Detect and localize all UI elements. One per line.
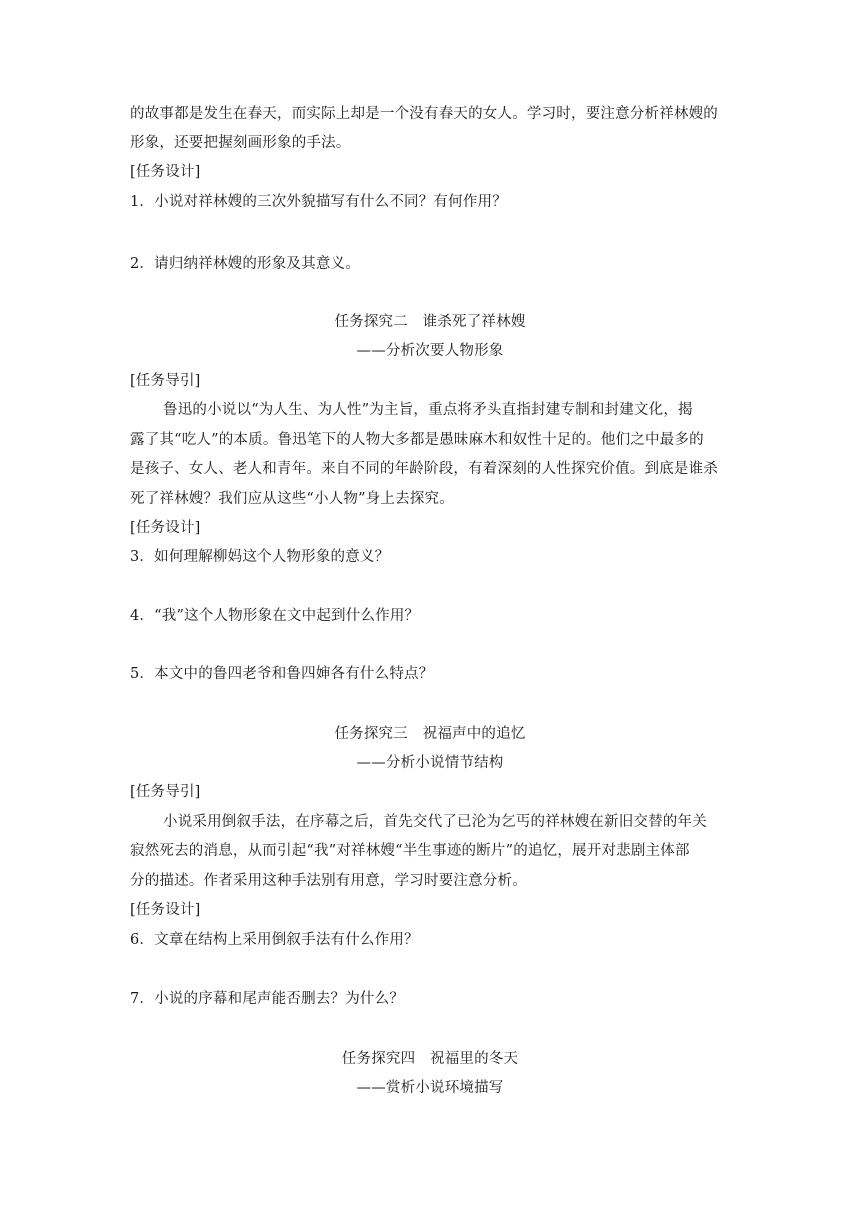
guide-paragraph-line: 寂然死去的消息，从而引起“我”对祥林嫂“半生事迹的断片”的追忆，展开对悲剧主体部 [130,843,690,859]
guide-paragraph-line: 死了祥林嫂？我们应从这些“小人物”身上去探究。 [130,491,454,507]
question-2: 2．请归纳祥林嫂的形象及其意义。 [130,256,360,272]
task-design-label: [任务设计] [130,164,201,180]
task-guide-label: [任务导引] [130,373,201,389]
task-design-label: [任务设计] [130,902,201,918]
guide-paragraph-line: 是孩子、女人、老人和青年。来自不同的年龄阶段，有着深刻的人性探究价值。到底是谁杀 [130,461,718,477]
section-subtitle: ——赏析小说环境描写 [356,1080,504,1096]
question-3: 3．如何理解柳妈这个人物形象的意义？ [130,549,390,565]
question-4: 4．“我”这个人物形象在文中起到什么作用？ [130,608,420,624]
question-7: 7．小说的序幕和尾声能否删去？为什么？ [130,991,405,1007]
section-subtitle: ——分析小说情节结构 [356,755,504,771]
section-title: 任务探究二 谁杀死了祥林嫂 [334,314,526,330]
guide-paragraph-line: 分的描述。作者采用这种手法别有用意，学习时要注意分析。 [130,873,527,889]
task-design-label: [任务设计] [130,520,201,536]
section-title: 任务探究四 祝福里的冬天 [341,1051,519,1067]
question-5: 5．本文中的鲁四老爷和鲁四婶各有什么特点？ [130,666,434,682]
section-subtitle: ——分析次要人物形象 [356,343,504,359]
section-title: 任务探究三 祝福声中的追忆 [334,726,526,742]
intro-line-1: 的故事都是发生在春天，而实际上却是一个没有春天的女人。学习时，要注意分析祥林嫂的 [130,106,718,122]
guide-paragraph-line: 露了其“吃人”的本质。鲁迅笔下的人物大多都是愚昧麻木和奴性十足的。他们之中最多的 [130,432,704,448]
intro-line-2: 形象，还要把握刻画形象的手法。 [130,135,351,151]
guide-paragraph-line: 鲁迅的小说以“为人生、为人性”为主旨，重点将矛头直指封建专制和封建文化，揭 [163,402,693,418]
task-guide-label: [任务导引] [130,784,201,800]
question-6: 6．文章在结构上采用倒叙手法有什么作用？ [130,932,419,948]
guide-paragraph-line: 小说采用倒叙手法，在序幕之后，首先交代了已沦为乞丐的祥林嫂在新旧交替的年关 [163,814,707,830]
question-1: 1．小说对祥林嫂的三次外貌描写有什么不同？有何作用？ [130,194,507,210]
